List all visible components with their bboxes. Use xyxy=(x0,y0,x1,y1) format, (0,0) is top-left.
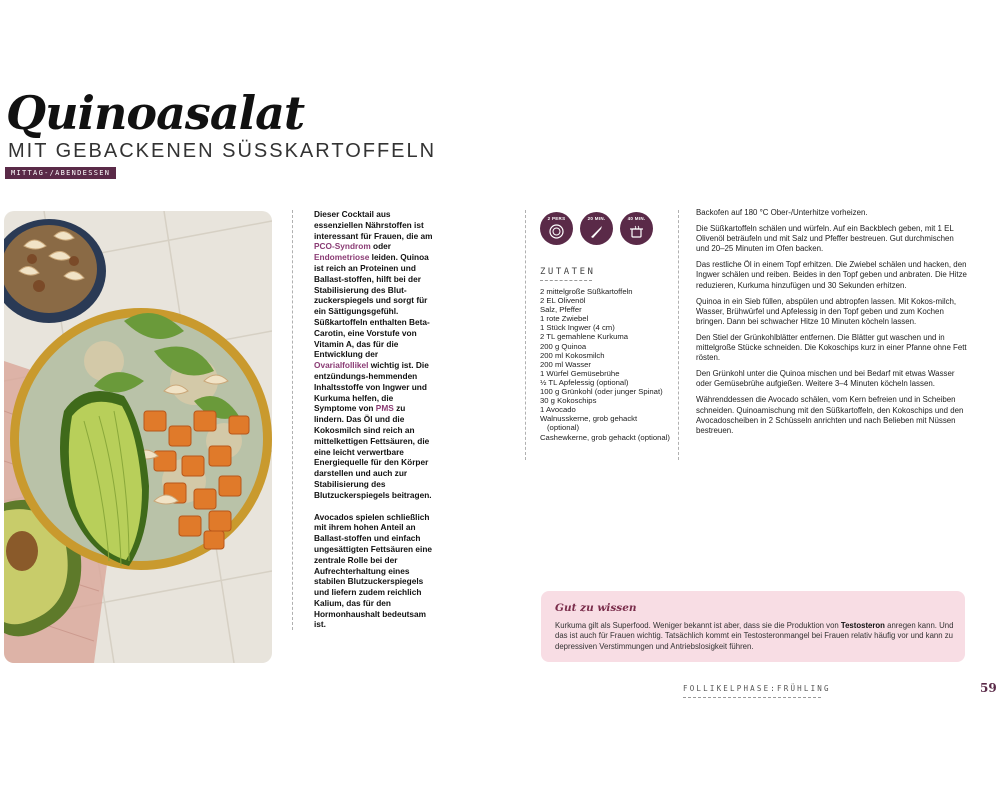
ingredient-item: ½ TL Apfelessig (optional) xyxy=(540,377,629,387)
cook-time-badge xyxy=(620,212,653,245)
cook-time-label: 40 MIN. xyxy=(627,216,646,221)
column-divider xyxy=(292,210,293,630)
tip-text-part: Kurkuma gilt als Superfood. Weniger bekannt ist aber, dass sie die Produktion von xyxy=(555,621,841,630)
intro-text-part: leiden. Quinoa ist reich an Proteinen und Ballast-stoffen, hilft bei der Stabilisierung des Blut-zuckerspiegels und sorgt für ein Sättigungsgefühl. Süßkartoffeln enthalten Beta-Carotin, eine Vorstufe von Vitamin A, das für die Entwicklung der xyxy=(314,252,430,360)
intro-text xyxy=(314,209,434,641)
ingredients-list xyxy=(540,287,670,442)
prep-time-label: 20 MIN. xyxy=(587,216,606,221)
intro-text-part: zu lindern. Das Öl und die Kokosmilch sind reich an mittelkettigen Fettsäuren, die eine leicht verwertbare Energiequelle für den Körper darstellen und auch zur Stabilisierung des Blutzuckerspiegels beitragen. xyxy=(314,403,432,500)
servings-label: 2 PERS xyxy=(547,216,566,221)
plate-icon xyxy=(549,224,564,239)
highlighted-term: PCO-Syndrom xyxy=(314,241,371,252)
step-paragraph: Backofen auf 180 °C Ober-/Unterhitze vorheizen. xyxy=(696,208,868,217)
step-paragraph: Währenddessen die Avocado schälen, vom Kern befreien und in Scheiben schneiden. Quinoamischung mit den Süßkartoffeln, den Kokoschips und den Avocadoscheiben in 2 Schüsseln anrichten und nach Belieben mit Nüssen bestreuen. xyxy=(696,395,964,435)
heading-underline xyxy=(540,280,592,281)
recipe-title: Quinoasalat xyxy=(6,86,305,140)
ingredient-item: 2 EL Olivenöl xyxy=(540,296,586,306)
ingredient-item: 1 Stück Ingwer (4 cm) xyxy=(540,323,615,333)
recipe-subtitle: MIT GEBACKENEN SÜSSKARTOFFELN xyxy=(8,140,437,162)
ingredient-item: 200 ml Kokosmilch xyxy=(540,350,605,360)
ingredient-item: Walnusskerne, grob gehackt (optional) xyxy=(540,414,638,433)
ingredient-item: Salz, Pfeffer xyxy=(540,305,582,315)
step-paragraph: Das restliche Öl in einem Topf erhitzen. Die Zwiebel schälen und hacken, den Ingwer schälen und reiben. Beides in den Topf geben und anbraten. Die Hitze reduzieren, Kurkuma hinzufügen und 30 Sekunden erhitzen. xyxy=(696,260,967,290)
pot-icon xyxy=(629,224,644,239)
ingredient-item: 1 rote Zwiebel xyxy=(540,314,589,324)
ingredient-item: 200 ml Wasser xyxy=(540,359,591,369)
prep-time-badge xyxy=(580,212,613,245)
intro-paragraph-1 xyxy=(314,209,434,501)
ingredient-item: 1 Avocado xyxy=(540,405,576,415)
ingredient-item: 200 g Quinoa xyxy=(540,341,587,351)
step-paragraph: Den Stiel der Grünkohlblätter entfernen. Die Blätter gut waschen und in mittelgroße Stücke schneiden. Die Kokoschips kurz in einer Pfanne ohne Fett rösten. xyxy=(696,332,967,363)
ingredient-item: Cashewkerne, grob gehackt (optional) xyxy=(540,432,670,442)
ingredient-item: 2 mittelgroße Süßkartoffeln xyxy=(540,287,633,296)
tip-box xyxy=(541,591,965,662)
intro-text-part: Dieser Cocktail aus essenziellen Nährstoffen ist interessant für Frauen, die am xyxy=(314,209,433,241)
highlighted-term: PMS xyxy=(375,403,394,414)
servings-badge xyxy=(540,212,573,245)
recipe-photo xyxy=(4,211,272,663)
footer-underline xyxy=(683,697,821,698)
highlighted-term: Ovarialfollikel xyxy=(314,360,369,371)
tip-text-bold: Testosteron xyxy=(840,621,885,630)
recipe-info-icons xyxy=(540,212,653,245)
ingredients-heading: ZUTATEN xyxy=(540,267,596,277)
column-divider xyxy=(525,210,526,460)
tip-text xyxy=(555,621,955,652)
section-footer: FOLLIKELPHASE:FRÜHLING xyxy=(683,684,831,693)
step-paragraph: Den Grünkohl unter die Quinoa mischen und bei Bedarf mit etwas Wasser oder Gemüsebrühe aufgießen. Weitere 3–4 Minuten köcheln lassen. xyxy=(696,369,955,389)
intro-text-part: oder xyxy=(370,241,391,252)
preparation-steps xyxy=(696,208,968,442)
page-number: 59 xyxy=(980,681,997,695)
ingredient-item: 2 TL gemahlene Kurkuma xyxy=(540,332,629,342)
tip-heading: Gut zu wissen xyxy=(555,602,637,614)
meal-category-tag: MITTAG-/ABENDESSEN xyxy=(5,167,116,179)
ingredient-item: 1 Würfel Gemüsebrühe xyxy=(540,368,620,378)
intro-paragraph-2: Avocados spielen schließlich mit ihrem hohen Anteil an Ballast-stoffen und einfach ungesättigten Fettsäuren eine zentrale Rolle bei der Aufrechterhaltung eines stabilen Blutzuckerspiegels und liefern zudem reichlich Kalium, das für den Hormonhaushalt bedeutsam ist. xyxy=(314,511,433,630)
column-divider xyxy=(678,210,679,460)
intro-text-part: wichtig ist. Die entzündungs-hemmenden Inhaltsstoffe von Ingwer und Kurkuma helfen, die Symptome von xyxy=(314,360,429,414)
tip-text-part: anregen kann. Und das ist auch für Frauen wichtig. Tatsächlich kommt ein Testosteronmangel bei Frauen relativ häufig vor und kann zu depressiven Verstimmungen und Antriebslosigkeit führen. xyxy=(555,621,954,651)
ingredient-item: 100 g Grünkohl (oder junger Spinat) xyxy=(540,387,663,397)
highlighted-term: Endometriose xyxy=(314,252,370,263)
knife-icon xyxy=(589,224,604,239)
ingredient-item: 30 g Kokoschips xyxy=(540,396,597,406)
step-paragraph: Die Süßkartoffeln schälen und würfeln. Auf ein Backblech geben, mit 1 EL Olivenöl beträufeln und mit Salz und Pfeffer bestreuen. Gut durchmischen und 20–25 Minuten im Ofen backen. xyxy=(696,224,954,254)
step-paragraph: Quinoa in ein Sieb füllen, abspülen und abtropfen lassen. Mit Kokos-milch, Wasser, Brühwürfel und Apfelessig in den Topf geben und zum Kochen bringen. Dann bei schwacher Hitze 10 Minuten köcheln lassen. xyxy=(696,296,957,326)
